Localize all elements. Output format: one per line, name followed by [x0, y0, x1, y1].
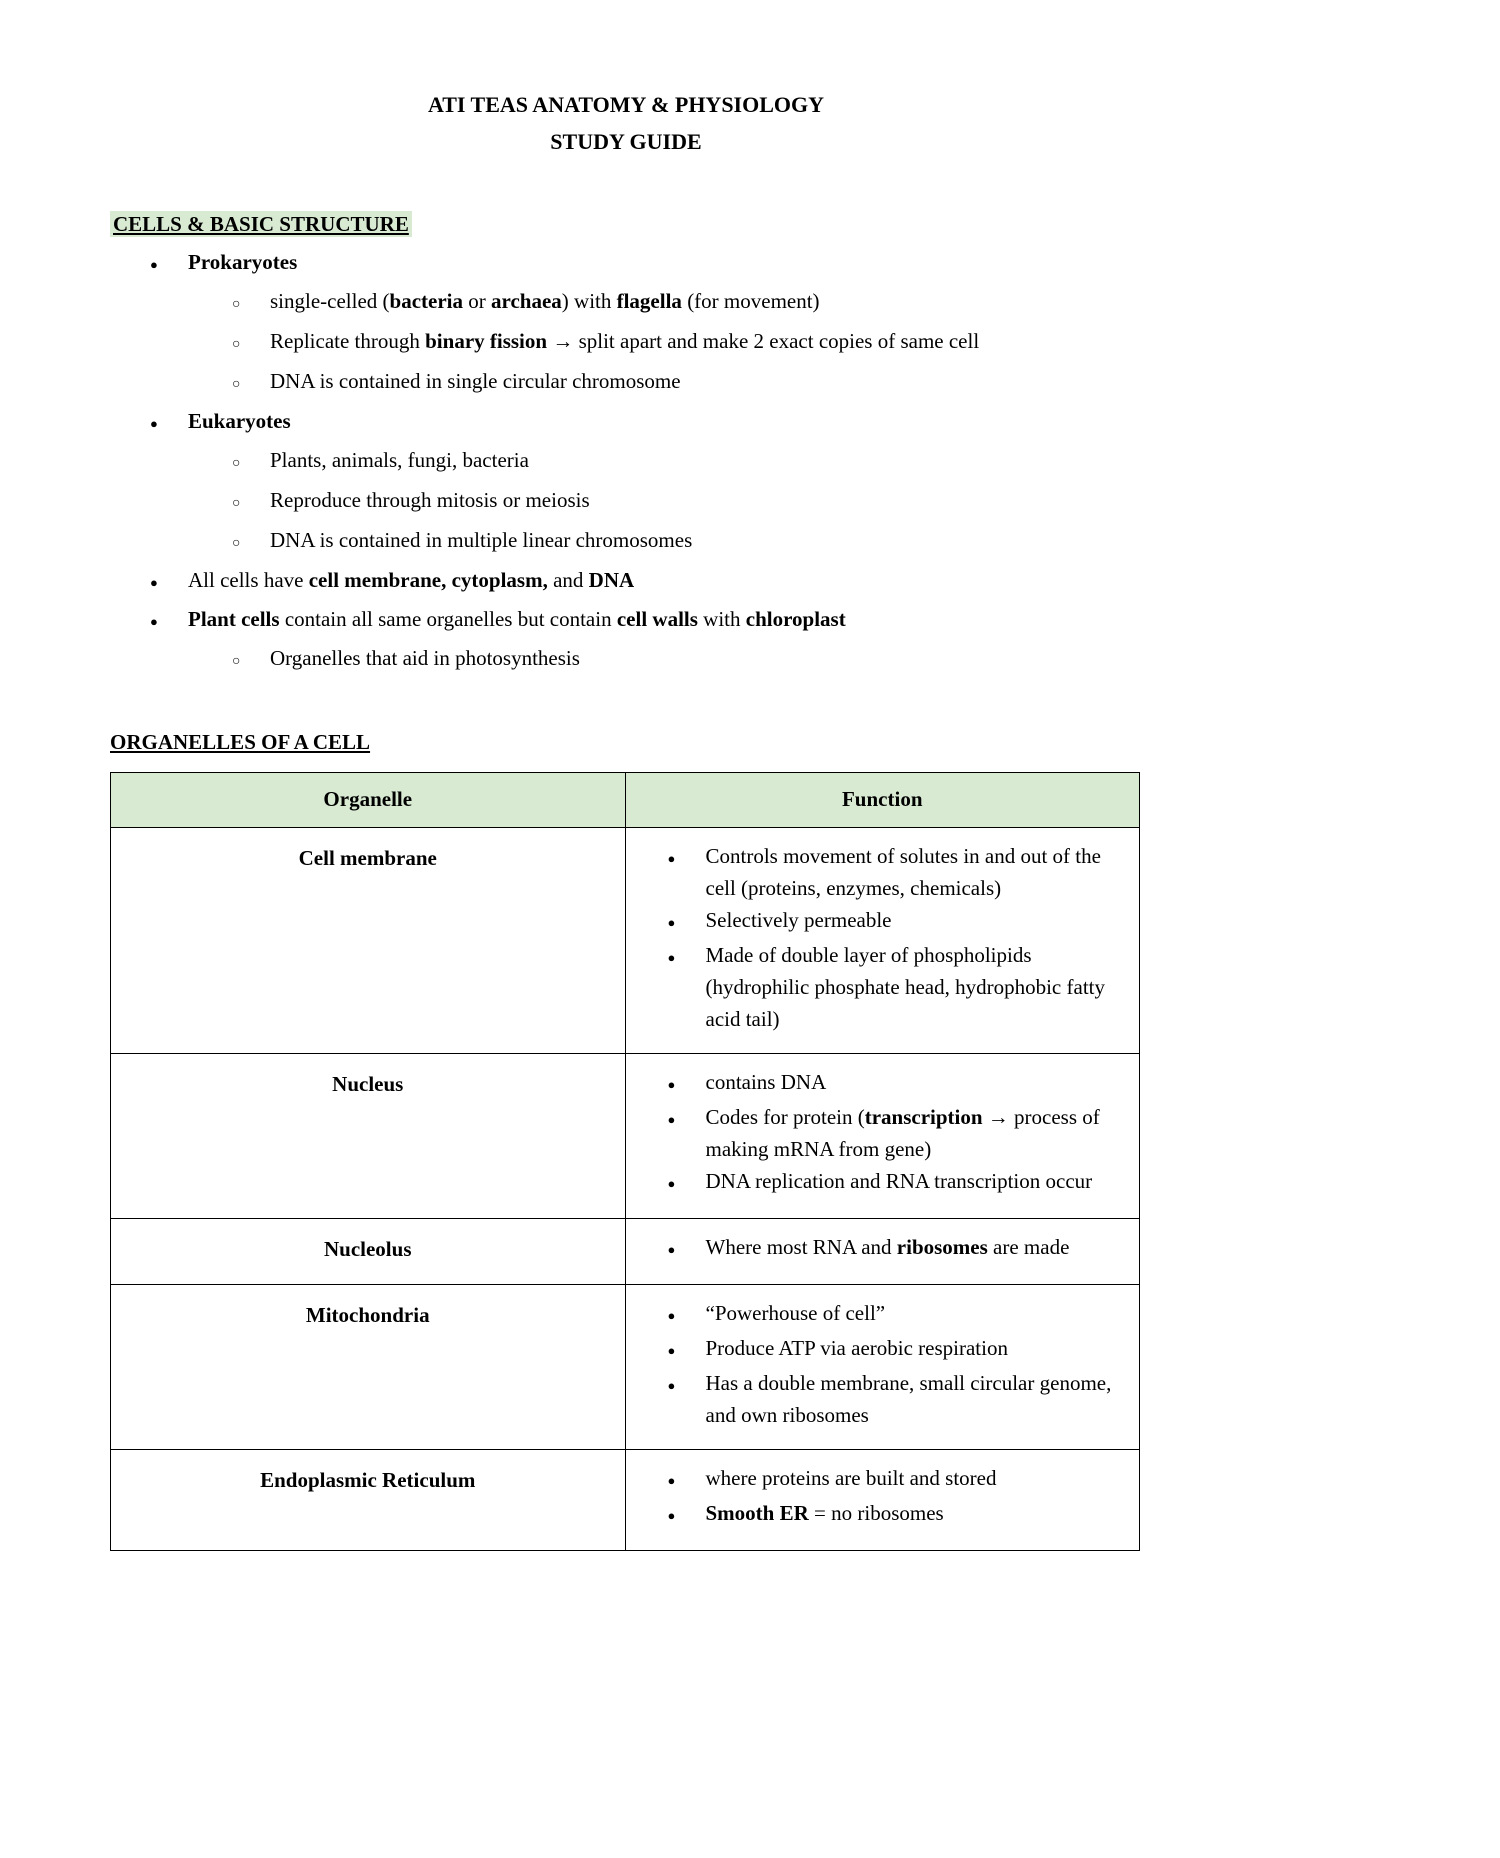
- function-text: Codes for protein (transcription → process of making mRNA from gene): [705, 1105, 1100, 1161]
- filled-bullet-icon: ●: [667, 1176, 676, 1191]
- organelle-name-cell: Nucleus: [111, 1054, 626, 1219]
- filled-bullet-icon: ●: [667, 1508, 676, 1523]
- function-cell: [625, 1285, 1140, 1450]
- function-item: [668, 1066, 1128, 1101]
- function-text: “Powerhouse of cell”: [705, 1301, 886, 1325]
- organelle-name-cell: Mitochondria: [111, 1285, 626, 1450]
- function-cell: [625, 1219, 1140, 1285]
- organelles-table-header-row: [111, 773, 1140, 828]
- function-cell: [625, 1054, 1140, 1219]
- hollow-bullet-icon: ○: [232, 496, 241, 511]
- bullet-text: All cells have cell membrane, cytoplasm, and DNA: [188, 568, 635, 592]
- table-row: [111, 1450, 1140, 1551]
- hollow-bullet-icon: ○: [232, 337, 241, 352]
- bullet-item: [110, 363, 1112, 403]
- table-row: [111, 828, 1140, 1054]
- document-title-line2: STUDY GUIDE: [550, 129, 702, 154]
- function-cell: [625, 1450, 1140, 1551]
- hollow-bullet-icon: ○: [232, 536, 241, 551]
- bullet-text: DNA is contained in multiple linear chromosomes: [270, 528, 693, 552]
- filled-bullet-icon: ●: [667, 1343, 676, 1358]
- function-text: Controls movement of solutes in and out of the cell (proteins, enzymes, chemicals): [705, 844, 1101, 900]
- organelle-name-cell: Cell membrane: [111, 828, 626, 1054]
- function-item: [668, 1101, 1128, 1165]
- function-column-header: Function: [625, 773, 1140, 828]
- bullet-item: [110, 403, 1112, 442]
- bullet-text: single-celled (bacteria or archaea) with flagella (for movement): [270, 289, 820, 313]
- function-item: [668, 1297, 1128, 1332]
- function-item: [668, 1165, 1128, 1200]
- filled-bullet-icon: ●: [667, 915, 676, 930]
- organelle-name-cell: Nucleolus: [111, 1219, 626, 1285]
- bullet-item: [110, 562, 1112, 601]
- bullet-item: [110, 244, 1112, 283]
- table-row: [111, 1219, 1140, 1285]
- bullet-text: Plant cells contain all same organelles but contain cell walls with chloroplast: [188, 607, 846, 631]
- function-item: [668, 1332, 1128, 1367]
- document-title-line1: ATI TEAS ANATOMY & PHYSIOLOGY: [427, 92, 825, 117]
- organelles-table-header: [111, 773, 1140, 828]
- filled-bullet-icon: ●: [667, 1378, 676, 1393]
- function-cell: [625, 828, 1140, 1054]
- bullet-text: Replicate through binary fission → split apart and make 2 exact copies of same cell: [270, 329, 980, 353]
- function-text: Where most RNA and ribosomes are made: [705, 1235, 1070, 1259]
- filled-bullet-icon: ●: [667, 851, 676, 866]
- function-item: [668, 1462, 1128, 1497]
- function-text: Produce ATP via aerobic respiration: [705, 1336, 1008, 1360]
- document-content: [110, 86, 1142, 1551]
- filled-bullet-icon: ●: [667, 1112, 676, 1127]
- function-text: where proteins are built and stored: [705, 1466, 997, 1490]
- bullet-text: Eukaryotes: [188, 409, 291, 433]
- organelle-column-header: Organelle: [111, 773, 626, 828]
- section-heading-cells: [110, 206, 1142, 242]
- filled-bullet-icon: ●: [150, 614, 158, 629]
- function-item: [668, 1367, 1128, 1431]
- bullet-item: [110, 601, 1112, 640]
- bullet-item: [110, 640, 1112, 680]
- bullet-item: [110, 323, 1112, 363]
- bullet-text: Reproduce through mitosis or meiosis: [270, 488, 590, 512]
- bullet-item: [110, 522, 1112, 562]
- filled-bullet-icon: ●: [150, 416, 158, 431]
- function-text: Has a double membrane, small circular genome, and own ribosomes: [705, 1371, 1112, 1427]
- function-text: contains DNA: [705, 1070, 827, 1094]
- filled-bullet-icon: ●: [667, 1308, 676, 1323]
- hollow-bullet-icon: ○: [232, 377, 241, 392]
- hollow-bullet-icon: ○: [232, 297, 241, 312]
- filled-bullet-icon: ●: [667, 1077, 676, 1092]
- function-item: [668, 904, 1128, 939]
- bullet-item: [110, 442, 1112, 482]
- organelles-table-body: [111, 828, 1140, 1551]
- function-text: Smooth ER = no ribosomes: [705, 1501, 944, 1525]
- function-item: [668, 840, 1128, 904]
- function-item: [668, 939, 1128, 1035]
- function-text: Selectively permeable: [705, 908, 892, 932]
- filled-bullet-icon: ●: [150, 257, 158, 272]
- organelles-table: [110, 772, 1140, 1551]
- table-row: [111, 1285, 1140, 1450]
- document-title: [110, 86, 1142, 160]
- function-text: Made of double layer of phospholipids (hydrophilic phosphate head, hydrophobic fatty acid tail): [705, 943, 1105, 1031]
- cells-bullet-list: [110, 244, 1142, 680]
- section-heading-cells-text: CELLS & BASIC STRUCTURE: [110, 211, 412, 237]
- bullet-item: [110, 482, 1112, 522]
- section-heading-organelles: [110, 724, 1142, 760]
- function-item: [668, 1231, 1128, 1266]
- section-heading-organelles-text: ORGANELLES OF A CELL: [110, 730, 371, 754]
- function-item: [668, 1497, 1128, 1532]
- filled-bullet-icon: ●: [667, 1242, 676, 1257]
- bullet-text: Organelles that aid in photosynthesis: [270, 646, 580, 670]
- function-text: DNA replication and RNA transcription occur: [705, 1169, 1093, 1193]
- table-row: [111, 1054, 1140, 1219]
- bullet-text: Prokaryotes: [188, 250, 298, 274]
- bullet-item: [110, 283, 1112, 323]
- hollow-bullet-icon: ○: [232, 456, 241, 471]
- filled-bullet-icon: ●: [667, 950, 676, 965]
- filled-bullet-icon: ●: [667, 1473, 676, 1488]
- organelle-name-cell: Endoplasmic Reticulum: [111, 1450, 626, 1551]
- hollow-bullet-icon: ○: [232, 654, 241, 669]
- bullet-text: Plants, animals, fungi, bacteria: [270, 448, 529, 472]
- filled-bullet-icon: ●: [150, 575, 158, 590]
- bullet-text: DNA is contained in single circular chromosome: [270, 369, 681, 393]
